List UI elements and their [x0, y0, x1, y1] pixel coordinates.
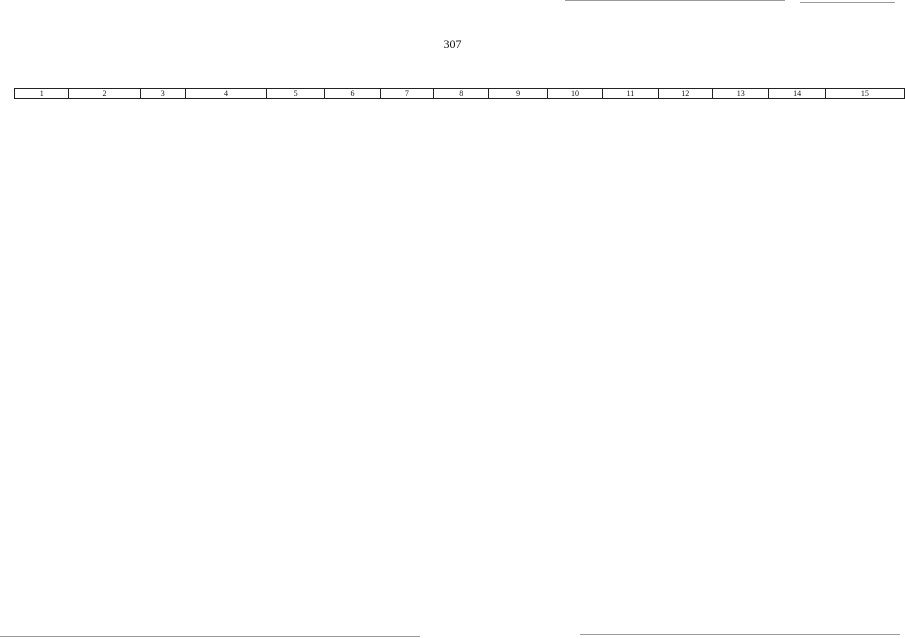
column-header-7: 7 — [380, 89, 433, 99]
column-header-14: 14 — [769, 89, 825, 99]
column-header-3: 3 — [140, 89, 186, 99]
scan-edge-top — [565, 0, 785, 1]
column-header-11: 11 — [603, 89, 658, 99]
scan-edge-bottom — [0, 636, 420, 637]
scan-edge-top-right — [800, 2, 895, 3]
column-header-9: 9 — [489, 89, 547, 99]
page-number: 307 — [443, 37, 462, 51]
scan-edge-bottom-right — [580, 634, 900, 635]
column-header-2: 2 — [69, 89, 140, 99]
column-header-10: 10 — [547, 89, 602, 99]
column-header-4: 4 — [186, 89, 267, 99]
column-header-12: 12 — [658, 89, 712, 99]
column-header-8: 8 — [434, 89, 489, 99]
program-table — [14, 88, 905, 99]
header-row — [15, 89, 905, 99]
column-header-15: 15 — [825, 89, 904, 99]
column-header-13: 13 — [712, 89, 768, 99]
column-header-6: 6 — [325, 89, 380, 99]
column-header-1: 1 — [15, 89, 69, 99]
column-header-5: 5 — [267, 89, 325, 99]
